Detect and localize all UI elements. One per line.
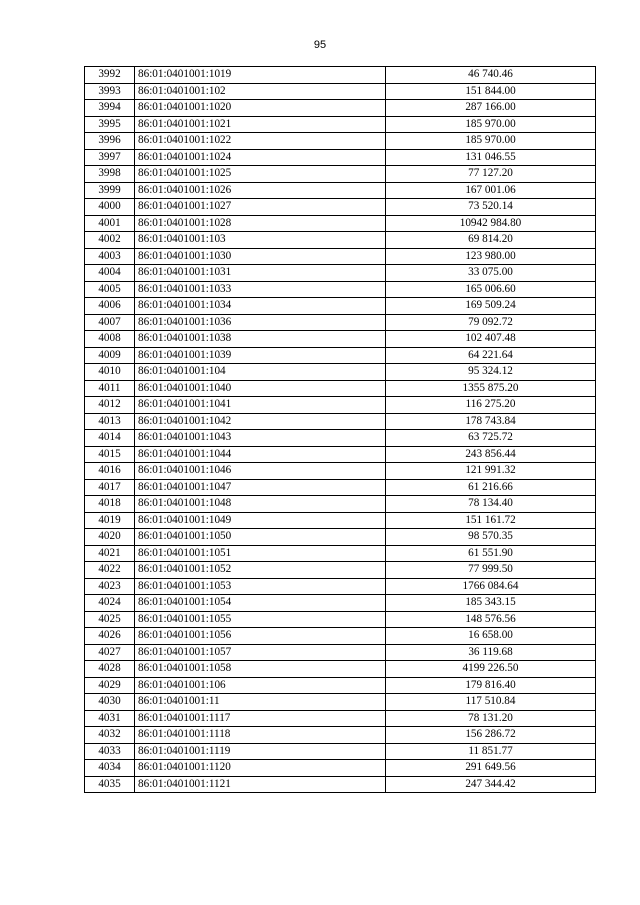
cadastral-number-cell: 86:01:0401001:1056 (135, 628, 386, 645)
table-row (85, 496, 596, 513)
value-cell: 77 127.20 (386, 166, 596, 183)
row-number-cell: 4033 (85, 743, 135, 760)
cadastral-number-cell: 86:01:0401001:1024 (135, 149, 386, 166)
value-cell: 79 092.72 (386, 314, 596, 331)
row-number-cell: 4027 (85, 644, 135, 661)
table-row (85, 166, 596, 183)
table-row (85, 578, 596, 595)
row-number-cell: 4005 (85, 281, 135, 298)
value-cell: 291 649.56 (386, 760, 596, 777)
cadastral-number-cell: 86:01:0401001:1058 (135, 661, 386, 678)
table-row (85, 232, 596, 249)
table-row (85, 545, 596, 562)
cadastral-number-cell: 86:01:0401001:1022 (135, 133, 386, 150)
value-cell: 77 999.50 (386, 562, 596, 579)
value-cell: 46 740.46 (386, 67, 596, 84)
cadastral-number-cell: 86:01:0401001:1048 (135, 496, 386, 513)
cadastral-number-cell: 86:01:0401001:106 (135, 677, 386, 694)
table-row (85, 479, 596, 496)
row-number-cell: 4017 (85, 479, 135, 496)
row-number-cell: 4026 (85, 628, 135, 645)
row-number-cell: 3993 (85, 83, 135, 100)
cadastral-number-cell: 86:01:0401001:1028 (135, 215, 386, 232)
row-number-cell: 4008 (85, 331, 135, 348)
cadastral-number-cell: 86:01:0401001:1117 (135, 710, 386, 727)
row-number-cell: 3999 (85, 182, 135, 199)
table-row (85, 529, 596, 546)
cadastral-number-cell: 86:01:0401001:1039 (135, 347, 386, 364)
table-row (85, 83, 596, 100)
value-cell: 169 509.24 (386, 298, 596, 315)
cadastral-number-cell: 86:01:0401001:1042 (135, 413, 386, 430)
value-cell: 185 970.00 (386, 116, 596, 133)
table-row (85, 743, 596, 760)
row-number-cell: 3994 (85, 100, 135, 117)
cadastral-number-cell: 86:01:0401001:103 (135, 232, 386, 249)
table-row (85, 314, 596, 331)
value-cell: 116 275.20 (386, 397, 596, 414)
row-number-cell: 4018 (85, 496, 135, 513)
value-cell: 151 844.00 (386, 83, 596, 100)
value-cell: 64 221.64 (386, 347, 596, 364)
value-cell: 78 131.20 (386, 710, 596, 727)
cadastral-number-cell: 86:01:0401001:1020 (135, 100, 386, 117)
table-row (85, 199, 596, 216)
value-cell: 185 970.00 (386, 133, 596, 150)
row-number-cell: 4020 (85, 529, 135, 546)
row-number-cell: 4034 (85, 760, 135, 777)
cadastral-number-cell: 86:01:0401001:1052 (135, 562, 386, 579)
value-cell: 117 510.84 (386, 694, 596, 711)
value-cell: 95 324.12 (386, 364, 596, 381)
cadastral-value-table (84, 66, 596, 793)
value-cell: 123 980.00 (386, 248, 596, 265)
value-cell: 11 851.77 (386, 743, 596, 760)
table-row (85, 776, 596, 793)
value-cell: 1766 084.64 (386, 578, 596, 595)
cadastral-number-cell: 86:01:0401001:1055 (135, 611, 386, 628)
row-number-cell: 4001 (85, 215, 135, 232)
cadastral-number-cell: 86:01:0401001:1119 (135, 743, 386, 760)
row-number-cell: 4032 (85, 727, 135, 744)
row-number-cell: 4009 (85, 347, 135, 364)
table-row (85, 116, 596, 133)
row-number-cell: 4031 (85, 710, 135, 727)
table-row (85, 100, 596, 117)
table-body (85, 67, 596, 793)
value-cell: 4199 226.50 (386, 661, 596, 678)
value-cell: 102 407.48 (386, 331, 596, 348)
row-number-cell: 4016 (85, 463, 135, 480)
table-row (85, 628, 596, 645)
cadastral-number-cell: 86:01:0401001:1027 (135, 199, 386, 216)
row-number-cell: 4012 (85, 397, 135, 414)
table-row (85, 413, 596, 430)
value-cell: 61 216.66 (386, 479, 596, 496)
table-row (85, 397, 596, 414)
value-cell: 16 658.00 (386, 628, 596, 645)
table-row (85, 380, 596, 397)
row-number-cell: 3996 (85, 133, 135, 150)
cadastral-number-cell: 86:01:0401001:1120 (135, 760, 386, 777)
row-number-cell: 3995 (85, 116, 135, 133)
cadastral-number-cell: 86:01:0401001:1026 (135, 182, 386, 199)
cadastral-number-cell: 86:01:0401001:1054 (135, 595, 386, 612)
cadastral-number-cell: 86:01:0401001:1036 (135, 314, 386, 331)
row-number-cell: 4013 (85, 413, 135, 430)
table-row (85, 430, 596, 447)
row-number-cell: 4025 (85, 611, 135, 628)
value-cell: 61 551.90 (386, 545, 596, 562)
row-number-cell: 3992 (85, 67, 135, 84)
row-number-cell: 4021 (85, 545, 135, 562)
table-row (85, 182, 596, 199)
table-row (85, 727, 596, 744)
value-cell: 121 991.32 (386, 463, 596, 480)
cadastral-number-cell: 86:01:0401001:1121 (135, 776, 386, 793)
table-row (85, 661, 596, 678)
cadastral-number-cell: 86:01:0401001:1038 (135, 331, 386, 348)
value-cell: 287 166.00 (386, 100, 596, 117)
table-row (85, 215, 596, 232)
row-number-cell: 4007 (85, 314, 135, 331)
value-cell: 78 134.40 (386, 496, 596, 513)
table-row (85, 281, 596, 298)
table-row (85, 149, 596, 166)
cadastral-number-cell: 86:01:0401001:1046 (135, 463, 386, 480)
value-cell: 148 576.56 (386, 611, 596, 628)
value-cell: 178 743.84 (386, 413, 596, 430)
cadastral-number-cell: 86:01:0401001:1030 (135, 248, 386, 265)
value-cell: 167 001.06 (386, 182, 596, 199)
cadastral-number-cell: 86:01:0401001:1047 (135, 479, 386, 496)
table-row (85, 562, 596, 579)
cadastral-number-cell: 86:01:0401001:1043 (135, 430, 386, 447)
value-cell: 98 570.35 (386, 529, 596, 546)
page-number: 95 (313, 39, 327, 51)
cadastral-number-cell: 86:01:0401001:11 (135, 694, 386, 711)
row-number-cell: 4024 (85, 595, 135, 612)
cadastral-number-cell: 86:01:0401001:1050 (135, 529, 386, 546)
value-cell: 247 344.42 (386, 776, 596, 793)
row-number-cell: 4010 (85, 364, 135, 381)
cadastral-number-cell: 86:01:0401001:1118 (135, 727, 386, 744)
cadastral-number-cell: 86:01:0401001:1021 (135, 116, 386, 133)
row-number-cell: 4004 (85, 265, 135, 282)
cadastral-number-cell: 86:01:0401001:1040 (135, 380, 386, 397)
cadastral-number-cell: 86:01:0401001:104 (135, 364, 386, 381)
row-number-cell: 4035 (85, 776, 135, 793)
cadastral-number-cell: 86:01:0401001:1053 (135, 578, 386, 595)
table-row (85, 694, 596, 711)
value-cell: 131 046.55 (386, 149, 596, 166)
value-cell: 69 814.20 (386, 232, 596, 249)
cadastral-number-cell: 86:01:0401001:1033 (135, 281, 386, 298)
cadastral-number-cell: 86:01:0401001:1051 (135, 545, 386, 562)
value-cell: 33 075.00 (386, 265, 596, 282)
table-row (85, 331, 596, 348)
table-row (85, 265, 596, 282)
cadastral-number-cell: 86:01:0401001:1049 (135, 512, 386, 529)
table-row (85, 347, 596, 364)
row-number-cell: 4000 (85, 199, 135, 216)
cadastral-number-cell: 86:01:0401001:1044 (135, 446, 386, 463)
table-row (85, 677, 596, 694)
row-number-cell: 4023 (85, 578, 135, 595)
value-cell: 179 816.40 (386, 677, 596, 694)
cadastral-number-cell: 86:01:0401001:1025 (135, 166, 386, 183)
value-cell: 156 286.72 (386, 727, 596, 744)
row-number-cell: 4006 (85, 298, 135, 315)
value-cell: 73 520.14 (386, 199, 596, 216)
value-cell: 63 725.72 (386, 430, 596, 447)
row-number-cell: 4030 (85, 694, 135, 711)
table-row (85, 133, 596, 150)
row-number-cell: 4002 (85, 232, 135, 249)
table-row (85, 644, 596, 661)
row-number-cell: 4003 (85, 248, 135, 265)
row-number-cell: 3997 (85, 149, 135, 166)
table-row (85, 463, 596, 480)
value-cell: 243 856.44 (386, 446, 596, 463)
value-cell: 1355 875.20 (386, 380, 596, 397)
value-cell: 165 006.60 (386, 281, 596, 298)
row-number-cell: 4014 (85, 430, 135, 447)
cadastral-number-cell: 86:01:0401001:1041 (135, 397, 386, 414)
table-row (85, 298, 596, 315)
table-row (85, 611, 596, 628)
value-cell: 36 119.68 (386, 644, 596, 661)
row-number-cell: 4011 (85, 380, 135, 397)
table-row (85, 760, 596, 777)
row-number-cell: 4019 (85, 512, 135, 529)
value-cell: 151 161.72 (386, 512, 596, 529)
cadastral-number-cell: 86:01:0401001:1034 (135, 298, 386, 315)
cadastral-number-cell: 86:01:0401001:1019 (135, 67, 386, 84)
cadastral-number-cell: 86:01:0401001:1031 (135, 265, 386, 282)
row-number-cell: 3998 (85, 166, 135, 183)
row-number-cell: 4028 (85, 661, 135, 678)
value-cell: 185 343.15 (386, 595, 596, 612)
row-number-cell: 4015 (85, 446, 135, 463)
table-row (85, 710, 596, 727)
table-row (85, 595, 596, 612)
table-row (85, 364, 596, 381)
table-row (85, 248, 596, 265)
row-number-cell: 4022 (85, 562, 135, 579)
table-row (85, 512, 596, 529)
table-row (85, 446, 596, 463)
cadastral-number-cell: 86:01:0401001:1057 (135, 644, 386, 661)
value-cell: 10942 984.80 (386, 215, 596, 232)
table-row (85, 67, 596, 84)
cadastral-number-cell: 86:01:0401001:102 (135, 83, 386, 100)
row-number-cell: 4029 (85, 677, 135, 694)
